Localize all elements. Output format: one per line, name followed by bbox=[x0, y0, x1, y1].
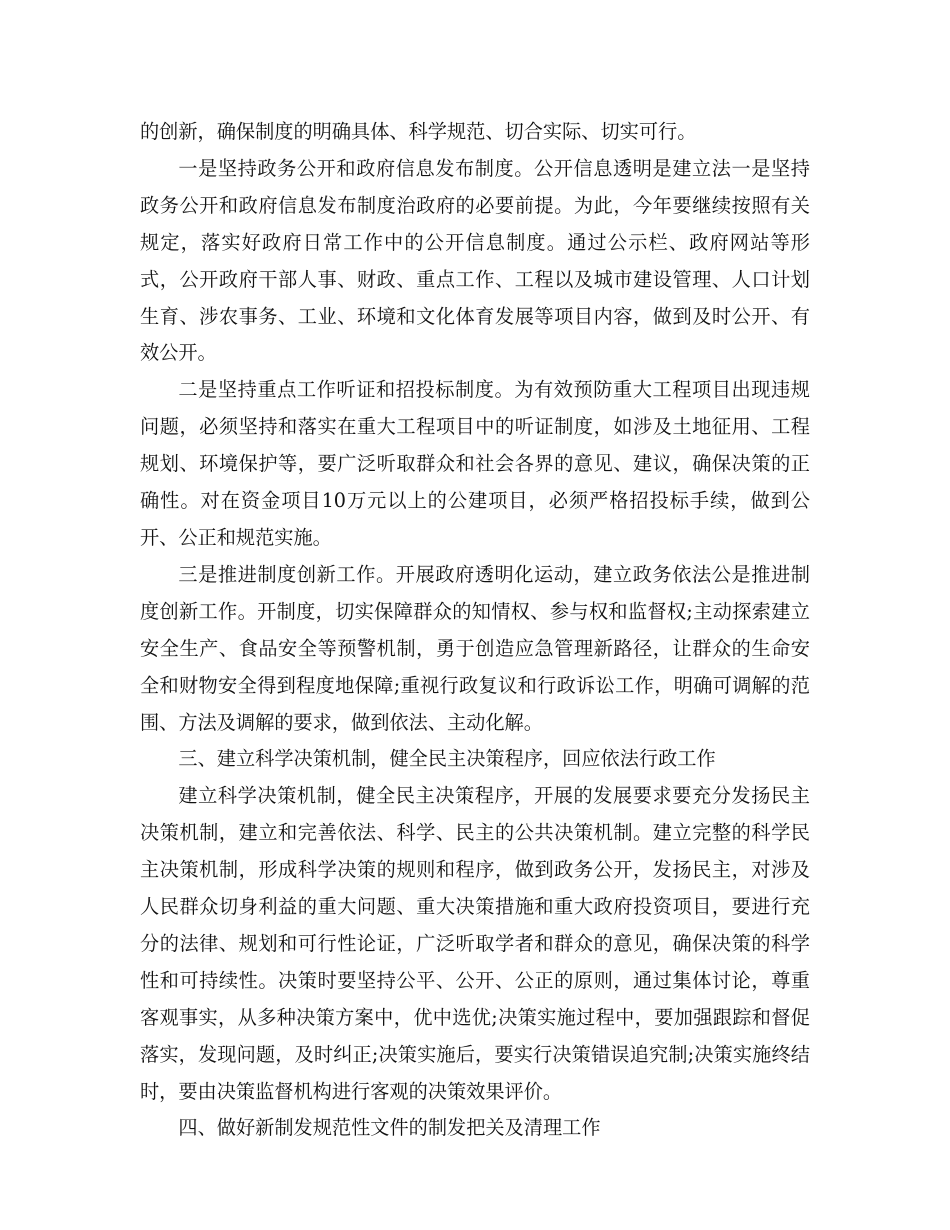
section-heading-four: 四、做好新制发规范性文件的制发把关及清理工作 bbox=[178, 1116, 601, 1140]
paragraph-continuation: 的创新，确保制度的明确具体、科学规范、切合实际、切实可行。 bbox=[140, 120, 697, 143]
section-heading-three: 三、建立科学决策机制，健全民主决策程序，回应依法行政工作 bbox=[178, 747, 716, 771]
paragraph-hearing-bidding-system: 二是坚持重点工作听证和招投标制度。为有效预防重大工程项目出现违规问题，必须坚持和落实在重大工程项目中的听证制度，如涉及土地征用、工程规划、环境保护等，要广泛听取群众和社会各界的意见、建议，确保决策的正确性。对在资金项目10万元以上的公建项目，必须严格招投标手续，做到公开、公正和规范实施。 bbox=[140, 378, 810, 549]
paragraph-institutional-innovation: 三是推进制度创新工作。开展政府透明化运动，建立政务依法公是推进制度创新工作。开制度，切实保障群众的知情权、参与权和监督权;主动探索建立安全生产、食品安全等预警机制，勇于创造应急管理新路径，让群众的生命安全和财物安全得到程度地保障;重视行政复议和行政诉讼工作，明确可调解的范围、方法及调解的要求，做到依法、主动化解。 bbox=[140, 562, 810, 734]
paragraph-decision-mechanism: 建立科学决策机制，健全民主决策程序，开展的发展要求要充分发扬民主决策机制，建立和完善依法、科学、民主的公共决策机制。建立完整的科学民主决策机制，形成科学决策的规则和程序，做到政务公开，发扬民主，对涉及人民群众切身利益的重大问题、重大决策措施和重大政府投资项目，要进行充分的法律、规划和可行性论证，广泛听取学者和群众的意见，确保决策的科学性和可持续性。决策时要坚持公平、公开、公正的原则，通过集体讨论，尊重客观事实，从多种决策方案中，优中选优;决策实施过程中，要加强跟踪和督促落实，发现问题，及时纠正;决策实施后，要实行决策错误追究制;决策实施终结时，要由决策监督机构进行客观的决策效果评价。 bbox=[140, 784, 810, 1103]
paragraph-disclosure-system: 一是坚持政务公开和政府信息发布制度。公开信息透明是建立法一是坚持政务公开和政府信息发布制度治政府的必要前提。为此，今年要继续按照有关规定，落实好政府日常工作中的公开信息制度。通过公示栏、政府网站等形式，公开政府干部人事、财政、重点工作、工程以及城市建设管理、人口计划生育、涉农事务、工业、环境和文化体育发展等项目内容，做到及时公开、有效公开。 bbox=[140, 156, 810, 365]
document-page bbox=[140, 114, 810, 1147]
